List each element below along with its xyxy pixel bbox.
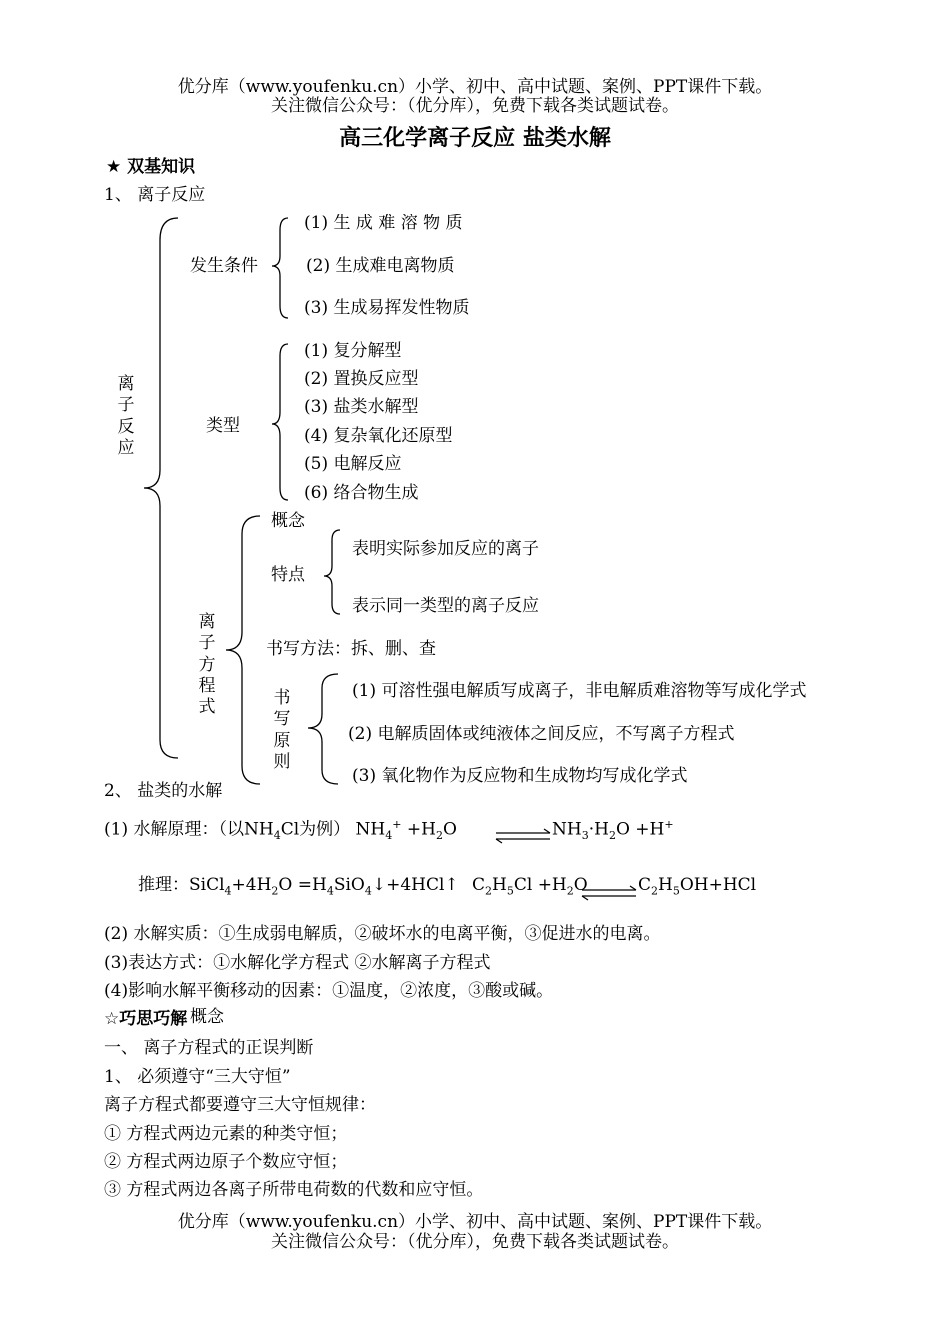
- equation-brace: [226, 516, 260, 784]
- condition-3: (3) 生成易挥发性物质: [304, 298, 470, 318]
- conditions-label: 发生条件: [190, 256, 258, 276]
- section-skill: ☆巧思巧解: [104, 1009, 188, 1029]
- equilibrium-arrow-2: [580, 885, 638, 901]
- footer-line-1: 优分库（www.youfenku.cn）小学、初中、高中试题、案例、PPT课件下载。: [177, 1212, 773, 1232]
- type-3: (3) 盐类水解型: [304, 397, 419, 417]
- principle-brace: [308, 674, 338, 784]
- types-brace: [272, 344, 288, 500]
- tree-root-label: 离子反应: [117, 374, 135, 458]
- footer-line-2: 关注微信公众号：（优分库），免费下载各类试题试卷。: [271, 1232, 679, 1252]
- rule-2: ② 方程式两边原子个数应守恒；: [104, 1152, 348, 1172]
- writing-method: 书写方法：拆、删、查: [266, 639, 436, 659]
- header-line-2: 关注微信公众号：（优分库），免费下载各类试题试卷。: [271, 96, 679, 116]
- part-1-item-1: 1、 必须遵守“三大守恒”: [104, 1067, 291, 1087]
- rule-1: ① 方程式两边元素的种类守恒；: [104, 1124, 348, 1144]
- hydrolysis-inference-2: $C_2H_5Cl +H_2O$: [472, 875, 588, 898]
- item-2-heading: 2、 盐类的水解: [104, 781, 223, 801]
- rule-3: ③ 方程式两边各离子所带电荷数的代数和应守恒。: [104, 1180, 484, 1200]
- section-basic-knowledge: ★ 双基知识: [106, 157, 196, 177]
- conditions-brace: [272, 218, 288, 318]
- hydrolysis-principle: (1) 水解原理：（以$NH_4Cl$为例） $NH_4^+ +H_2O$: [104, 818, 457, 843]
- concept-label: 概念: [271, 511, 305, 531]
- condition-2: (2) 生成难电离物质: [306, 256, 455, 276]
- principle-1: (1) 可溶性强电解质写成离子，非电解质难溶物等写成化学式: [352, 681, 807, 701]
- principle-label: 书写原则: [273, 688, 291, 772]
- page-title: 高三化学离子反应 盐类水解: [339, 126, 611, 151]
- hydrolysis-principle-products: $NH_3\cdot H_2O +H^+$: [552, 818, 674, 843]
- part-1-heading: 一、 离子方程式的正误判断: [104, 1038, 314, 1058]
- type-2: (2) 置换反应型: [304, 369, 419, 389]
- stray-concept-label: 概念: [190, 1007, 224, 1027]
- equation-label: 离子方程式: [198, 612, 216, 717]
- feature-label: 特点: [271, 565, 305, 585]
- feature-brace: [324, 530, 340, 614]
- hydrolysis-inference-2-products: $C_2H_5OH+HCl$: [638, 875, 757, 898]
- type-6: (6) 络合物生成: [304, 483, 419, 503]
- type-5: (5) 电解反应: [304, 454, 402, 474]
- hydrolysis-inference-1: 推理：$SiCl_4+4H_2O$ $=H_4SiO_4↓+4HCl↑$: [138, 875, 459, 898]
- hydrolysis-expression: (3)表达方式：①水解化学方程式 ②水解离子方程式: [104, 953, 491, 973]
- principle-3: (3) 氧化物作为反应物和生成物均写成化学式: [352, 766, 688, 786]
- feature-2: 表示同一类型的离子反应: [352, 596, 539, 616]
- root-brace: [144, 218, 178, 758]
- feature-1: 表明实际参加反应的离子: [352, 539, 539, 559]
- item-1-heading: 1、 离子反应: [104, 185, 206, 205]
- type-1: (1) 复分解型: [304, 341, 402, 361]
- header-line-1: 优分库（www.youfenku.cn）小学、初中、高中试题、案例、PPT课件下载。: [177, 77, 773, 97]
- condition-1: (1) 生 成 难 溶 物 质: [304, 214, 463, 233]
- types-label: 类型: [206, 416, 240, 436]
- part-1-text: 离子方程式都要遵守三大守恒规律：: [104, 1095, 376, 1115]
- type-4: (4) 复杂氧化还原型: [304, 426, 453, 446]
- hydrolysis-essence: (2) 水解实质：①生成弱电解质，②破坏水的电离平衡，③促进水的电离。: [104, 924, 661, 944]
- equilibrium-arrow-1: [494, 828, 552, 844]
- hydrolysis-factors: (4)影响水解平衡移动的因素：①温度，②浓度，③酸或碱。: [104, 981, 554, 1001]
- principle-2: (2) 电解质固体或纯液体之间反应，不写离子方程式: [348, 725, 735, 744]
